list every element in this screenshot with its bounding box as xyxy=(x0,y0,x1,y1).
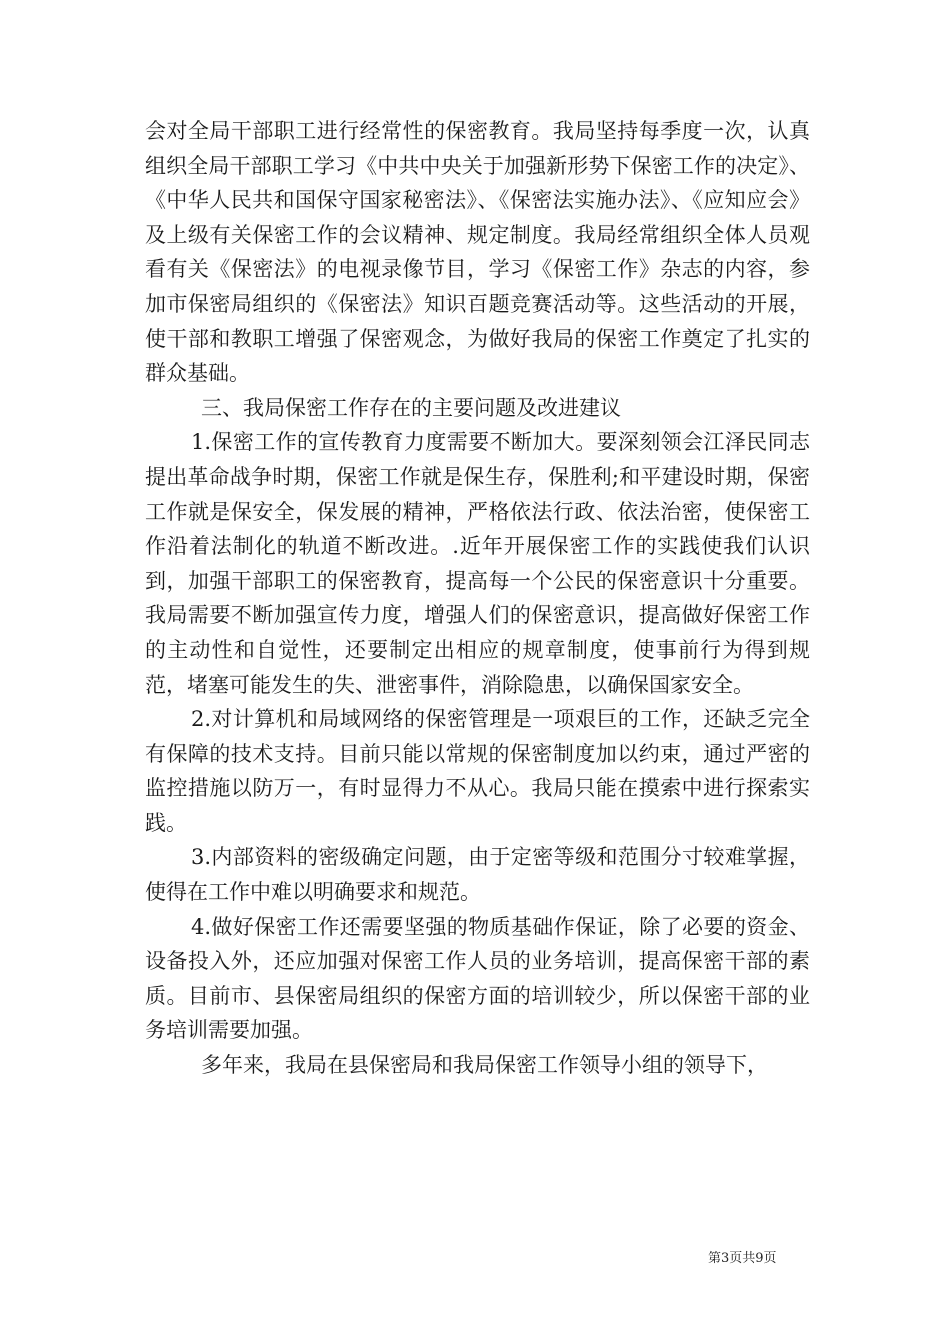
paragraph-conclusion-start: 多年来，我局在县保密局和我局保密工作领导小组的领导下， xyxy=(201,1053,768,1078)
list-item-computer-network: 2.对计算机和局域网络的保密管理是一项艰巨的工作，还缺乏完全有保障的技术支持。目前只能以常规的保密制度加以约束，通过严密的监控措施以防万一，有时显得力不从心。我局只能在摸索中进行探索实践。 xyxy=(145,707,810,835)
paragraph-education-continued: 会对全局干部职工进行经常性的保密教育。我局坚持每季度一次，认真组织全局干部职工学习《中共中央关于加强新形势下保密工作的决定》、《中华人民共和国保守国家秘密法》、《保密法实施办法》、《应知应会》及上级有关保密工作的会议精神、规定制度。我局经常组织全体人员观看有关《保密法》的电视录像节目，学习《保密工作》杂志的内容，参加市保密局组织的《保密法》知识百题竞赛活动等。这些活动的开展，使干部和教职工增强了保密观念，为做好我局的保密工作奠定了扎实的群众基础。 xyxy=(145,119,810,386)
list-item-material-basis: 4.做好保密工作还需要坚强的物质基础作保证，除了必要的资金、设备投入外，还应加强对保密工作人员的业务培训，提高保密干部的素质。目前市、县保密局组织的保密方面的培训较少，所以保密干部的业务培训需要加强。 xyxy=(145,914,810,1043)
section-heading-problems: 三、我局保密工作存在的主要问题及改进建议 xyxy=(201,395,621,420)
list-item-classification-level: 3.内部资料的密级确定问题，由于定密等级和范围分寸较难掌握，使得在工作中难以明确要求和规范。 xyxy=(145,845,810,905)
page-number-footer: 第3页共9页 xyxy=(708,1251,777,1266)
document-body xyxy=(145,114,810,1083)
list-item-publicity: 1.保密工作的宣传教育力度需要不断加大。要深刻领会江泽民同志提出革命战争时期，保密工作就是保生存，保胜利;和平建设时期，保密工作就是保安全，保发展的精神，严格依法行政、依法治密，使保密工作沿着法制化的轨道不断改进。.近年开展保密工作的实践使我们认识到，加强干部职工的保密教育，提高每一个公民的保密意识十分重要。我局需要不断加强宣传力度，增强人们的保密意识，提高做好保密工作的主动性和自觉性，还要制定出相应的规章制度，使事前行为得到规范，堵塞可能发生的失、泄密事件，消除隐患，以确保国家安全。 xyxy=(145,430,810,697)
